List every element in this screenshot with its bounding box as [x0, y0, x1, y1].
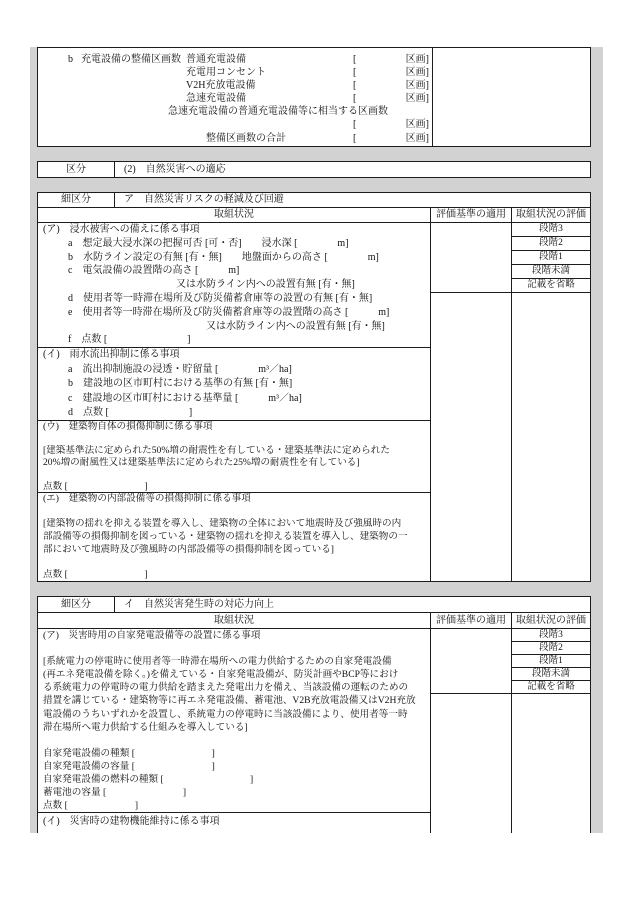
unit-label: 区画]	[405, 67, 429, 79]
charging-text-cell	[37, 47, 433, 147]
stage-label: 段階3	[539, 224, 563, 234]
stage-label: 段階未満	[531, 266, 570, 276]
category-table	[37, 161, 591, 178]
item-line: e 使用者等一時滞在場所及び防災備蓄倉庫等の設置階の高さ [ m]	[68, 306, 390, 318]
criteria-line: 部において地震時及び強風時の内部設備等の損傷抑制を図っている]	[43, 543, 335, 555]
header-hyoka: 取組状況の評価	[516, 209, 586, 220]
bracket-open: [	[353, 54, 357, 65]
header-hyoka-cell	[511, 612, 591, 629]
item-line: d 使用者等一時滞在場所及び防災備蓄倉庫等の設置の有無 [有・無]	[68, 292, 373, 304]
stage-label: 段階未満	[531, 669, 570, 679]
criteria-line: 滞在場所へ電力供給する仕組みを導入している]	[43, 721, 248, 733]
field-line: 自家発電設備の燃料の種類 [ ]	[43, 774, 254, 786]
section-head: (ア) 災害時用の自家発電設備等の設置に係る事項	[43, 630, 261, 641]
evaluation-blank-cell	[511, 292, 591, 582]
section-head: (ア) 浸水被害への備えに係る事項	[43, 224, 200, 235]
header-torikumi: 取組状況	[214, 209, 254, 220]
item-label: 充電設備の整備区画数	[81, 54, 181, 65]
stage-label: 記載を省略	[527, 682, 575, 692]
criteria-line: [系統電力の停電時に使用者等一時滞在場所への電力供給するための自家発電設備	[43, 656, 392, 668]
item-letter: b	[68, 54, 73, 65]
header-hyokakijun-cell	[430, 207, 512, 223]
stage-cell	[511, 667, 591, 681]
item-line: 又は水防ライン内への設置有無 [有・無]	[206, 320, 385, 332]
saikubun-title: イ 自然災害発生時の対応力向上	[124, 599, 274, 610]
subcategory-a-table	[37, 192, 591, 582]
stage-cell	[511, 641, 591, 655]
charging-evaluation-cell	[432, 47, 591, 147]
saikubun-label-cell	[37, 596, 115, 613]
stage-label: 段階2	[539, 643, 563, 653]
item-line: b 建設地の区市町村における基準の有無 [有・無]	[68, 378, 293, 390]
section-rainwater-cell	[37, 347, 431, 421]
unit-label: 区画]	[405, 93, 429, 105]
section-head: (ウ) 建築物自体の損傷抑制に係る事項	[43, 421, 213, 432]
count-field	[353, 118, 429, 131]
criteria-line: (再エネ発電設備を除く。)を備えている・自家発電設備が、防災計画やBCP等におけ	[43, 669, 399, 681]
item-line: f 点数 [ ]	[68, 334, 191, 346]
section-flood-cell	[37, 222, 431, 348]
criteria-apply-cell	[430, 292, 512, 582]
header-hyoka-cell	[511, 207, 591, 223]
criteria-line: 電設備のうちいずれかを設置し、系統電力の停電時に当該設備により、使用者等一時	[43, 708, 408, 720]
criteria-line: 措置を講じている・建築物等に再エネ発電設備、蓄電池、V2B充放電設備又はV2H充放	[43, 695, 416, 707]
field-line: 蓄電池の容量 [ ]	[43, 787, 187, 799]
header-torikumi-cell	[37, 207, 431, 223]
charging-row	[38, 105, 432, 118]
item-line: c 電気設備の設置階の高さ [ m]	[68, 265, 240, 277]
kubun-value-cell	[114, 161, 591, 178]
saikubun-label: 細区分	[61, 599, 91, 610]
unit-label: 区画]	[405, 80, 429, 92]
charging-table	[37, 47, 591, 147]
charging-row	[38, 118, 432, 131]
kubun-label-cell	[37, 161, 115, 178]
unit-label: 区画]	[405, 132, 429, 144]
bracket-open: [	[353, 93, 357, 105]
section-head: (イ) 雨水流出抑制に係る事項	[43, 349, 180, 360]
criteria-apply-cell	[430, 693, 512, 833]
item-line: c 建設地の区市町村における基準量 [ m³／ha]	[68, 392, 302, 404]
saikubun-value-cell	[114, 596, 591, 613]
header-torikumi-cell	[37, 612, 431, 629]
section-function-cell	[37, 812, 431, 833]
count-field	[353, 92, 429, 105]
item-line: b 水防ライン設定の有無 [有・無] 地盤面からの高さ [ m]	[68, 251, 379, 263]
bracket-open: [	[353, 67, 357, 79]
header-hyokakijun: 評価基準の適用	[436, 615, 506, 626]
kubun-label: 区分	[66, 164, 86, 175]
subcategory-b-table	[37, 596, 591, 833]
item-line: a 想定最大浸水深の把握可否 [可・否] 浸水深 [ m]	[68, 237, 349, 249]
count-field	[353, 53, 429, 66]
unit-label: 区画]	[405, 119, 429, 131]
item-line: a 流出抑制施設の浸透・貯留量 [ m³／ha]	[68, 363, 292, 375]
bracket-open: [	[353, 132, 357, 144]
criteria-line: る系統電力の停電時の電力供給を踏まえた発電出力を備え、当該設備の運転のための	[43, 682, 409, 694]
equipment-name: 急速充電設備	[186, 93, 246, 105]
equivalent-note: 急速充電設備の普通充電設備等に相当する区画数	[168, 106, 388, 118]
evaluation-blank-cell	[511, 693, 591, 833]
stage-cell	[511, 222, 591, 237]
stage-cell	[511, 654, 591, 668]
section-head: (イ) 災害時の建物機能維持に係る事項	[43, 816, 220, 827]
count-field	[353, 79, 429, 92]
charging-row	[38, 132, 432, 145]
equipment-name: V2H充放電設備	[186, 80, 256, 92]
form-page	[30, 47, 603, 833]
item-line: 又は水防ライン内への設置有無 [有・無]	[176, 279, 355, 291]
equipment-name: 充電用コンセント	[186, 67, 266, 79]
stage-label: 段階3	[539, 630, 563, 640]
section-head: (エ) 建築物の内部設備等の損傷抑制に係る事項	[43, 493, 251, 504]
score-line: 点数 [ ]	[43, 481, 148, 492]
count-field	[353, 66, 429, 79]
criteria-line: [建築物の揺れを抑える装置を導入し、建築物の全体において地震時及び強風時の内	[43, 518, 402, 530]
section-building-damage-cell	[37, 420, 431, 493]
criteria-apply-cell	[430, 628, 512, 694]
charging-row	[38, 53, 432, 66]
score-line: 点数 [ ]	[43, 569, 148, 581]
charging-row	[38, 66, 432, 79]
stage-cell	[511, 250, 591, 265]
saikubun-value-cell	[114, 192, 591, 208]
header-hyokakijun: 評価基準の適用	[436, 209, 506, 220]
stage-label: 記載を省略	[527, 280, 575, 290]
header-hyokakijun-cell	[430, 612, 512, 629]
criteria-apply-cell	[430, 222, 512, 293]
criteria-line: 20%増の耐風性又は建築基準法に定められた25%増の耐震性を有している]	[43, 457, 360, 468]
score-line: 点数 [ ]	[43, 800, 139, 812]
equipment-name: 普通充電設備	[186, 54, 246, 65]
bracket-open: [	[353, 80, 357, 92]
item-line: d 点数 [ ]	[68, 407, 193, 419]
stage-label: 段階2	[539, 238, 563, 248]
saikubun-title: ア 自然災害リスクの軽減及び回避	[124, 194, 284, 205]
bracket-open: [	[353, 119, 357, 131]
criteria-line: [建築基準法に定められた50%増の耐震性を有している・建築基準法に定められた	[43, 445, 390, 456]
section-interior-damage-cell	[37, 492, 431, 582]
total-label: 整備区画数の合計	[206, 132, 286, 144]
header-hyoka: 取組状況の評価	[516, 615, 586, 626]
field-line: 自家発電設備の種類 [ ]	[43, 747, 215, 759]
criteria-line: 部設備等の損傷抑制を図っている・建築物の揺れを抑える装置を導入し、建築物の一	[43, 531, 408, 543]
charging-row	[38, 92, 432, 105]
stage-label: 段階1	[539, 252, 563, 262]
stage-cell	[511, 264, 591, 279]
stage-cell	[511, 680, 591, 694]
unit-label: 区画]	[405, 54, 429, 65]
kubun-title: (2) 自然災害への適応	[124, 164, 226, 175]
saikubun-label-cell	[37, 192, 115, 208]
count-field	[353, 132, 429, 145]
section-generator-cell	[37, 628, 431, 813]
charging-row	[38, 79, 432, 92]
field-line: 自家発電設備の容量 [ ]	[43, 760, 215, 772]
stage-cell	[511, 236, 591, 251]
header-torikumi: 取組状況	[214, 615, 254, 626]
saikubun-label: 細区分	[61, 194, 91, 205]
stage-cell	[511, 278, 591, 293]
stage-cell	[511, 628, 591, 642]
stage-label: 段階1	[539, 656, 563, 666]
